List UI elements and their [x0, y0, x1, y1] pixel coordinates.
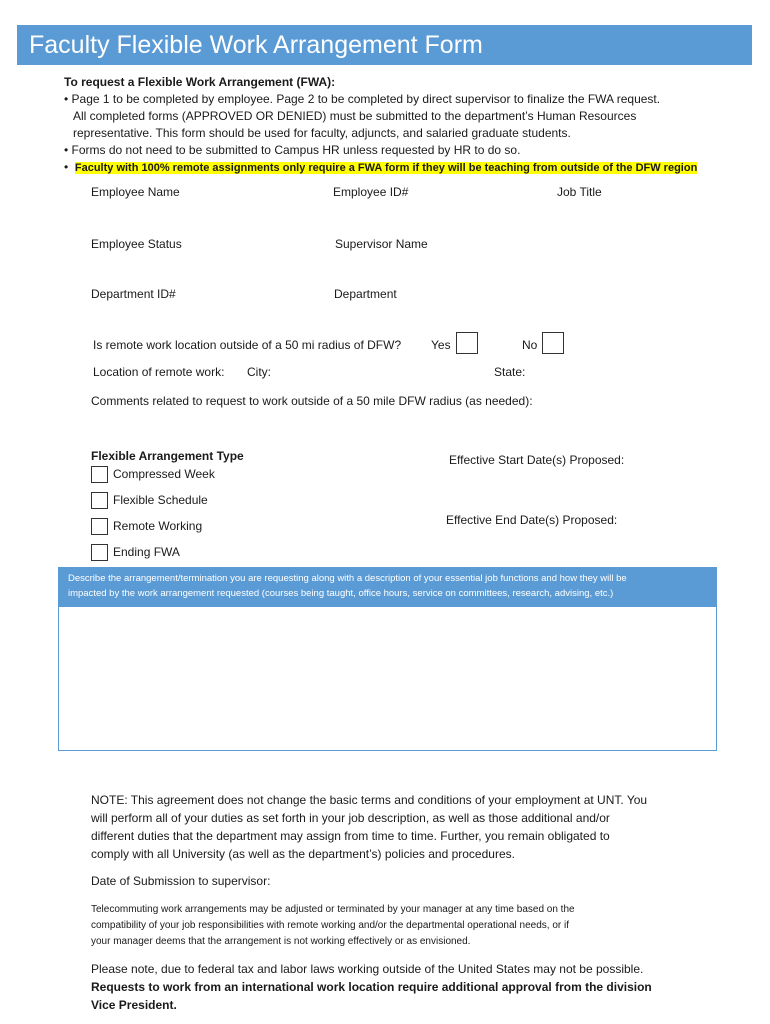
flexible-schedule-checkbox[interactable]	[91, 492, 108, 509]
federal-notice	[91, 960, 652, 1014]
city-label: City:	[247, 365, 271, 379]
describe-line-2: impacted by the work arrangement requested (courses being taught, office hours, service on committees, research, advising, etc.)	[68, 588, 614, 599]
note-line-3: different duties that the department may assign from time to time. Further, you remain obligated to	[91, 829, 610, 843]
telecommuting-line-2: compatibility of your job responsibilities with remote working and/or the departmental operational needs, or if	[91, 920, 570, 931]
intro-bullet-1-line-3: representative. This form should be used for faculty, adjuncts, and salaried graduate students.	[73, 126, 571, 140]
form-title: Faculty Flexible Work Arrangement Form	[17, 25, 752, 65]
telecommuting-notice	[91, 902, 575, 950]
remote-question: Is remote work location outside of a 50 mi radius of DFW?	[93, 338, 402, 352]
employee-id-label: Employee ID#	[333, 185, 409, 199]
intro-bullet-1-line-1: • Page 1 to be completed by employee. Page 2 to be completed by direct supervisor to finalize the FWA request.	[64, 92, 661, 106]
federal-line-3: Vice President.	[91, 998, 177, 1012]
remote-location-label: Location of remote work:	[93, 365, 225, 379]
remote-working-label: Remote Working	[113, 519, 203, 533]
intro-bullet-2: • Forms do not need to be submitted to Campus HR unless requested by HR to do so.	[64, 143, 521, 157]
note-line-1: NOTE: This agreement does not change the basic terms and conditions of your employment at UNT. You	[91, 793, 648, 807]
employee-name-label: Employee Name	[91, 185, 180, 199]
department-label: Department	[334, 287, 397, 301]
yes-checkbox[interactable]	[456, 332, 478, 354]
federal-line-2: Requests to work from an international work location require additional approval from the division	[91, 980, 652, 994]
telecommuting-line-1: Telecommuting work arrangements may be adjusted or terminated by your manager at any time based on the	[91, 904, 575, 915]
remote-comments-label: Comments related to request to work outside of a 50 mile DFW radius (as needed):	[91, 394, 533, 408]
intro-heading: To request a Flexible Work Arrangement (FWA):	[64, 75, 336, 89]
yes-label: Yes	[431, 338, 451, 352]
department-id-label: Department ID#	[91, 287, 176, 301]
describe-line-1: Describe the arrangement/termination you are requesting along with a description of your essential job functions and how they will be	[68, 573, 627, 584]
no-checkbox[interactable]	[542, 332, 564, 354]
note-line-4: comply with all University (as well as the department’s) policies and procedures.	[91, 847, 515, 861]
note-paragraph	[91, 791, 647, 863]
job-title-label: Job Title	[557, 185, 602, 199]
state-label: State:	[494, 365, 526, 379]
bullet-dot: •	[64, 160, 69, 174]
ending-fwa-label: Ending FWA	[113, 545, 180, 559]
intro-bullet-3	[64, 159, 697, 177]
compressed-week-label: Compressed Week	[113, 467, 215, 481]
start-date-label: Effective Start Date(s) Proposed:	[449, 453, 625, 467]
telecommuting-line-3: your manager deems that the arrangement is not working effectively or as envisioned.	[91, 936, 471, 947]
describe-instructions	[58, 567, 717, 606]
arrangement-type-heading: Flexible Arrangement Type	[91, 449, 244, 463]
intro-section	[64, 74, 697, 177]
describe-textarea[interactable]	[58, 606, 717, 751]
note-line-2: will perform all of your duties as set forth in your job description, as well as those additional and/or	[91, 811, 610, 825]
date-submission-label: Date of Submission to supervisor:	[91, 874, 271, 888]
remote-working-checkbox[interactable]	[91, 518, 108, 535]
ending-fwa-checkbox[interactable]	[91, 544, 108, 561]
intro-bullet-1-line-2: All completed forms (APPROVED OR DENIED) must be submitted to the department’s Human Resources	[73, 109, 637, 123]
supervisor-name-label: Supervisor Name	[335, 237, 428, 251]
employee-status-label: Employee Status	[91, 237, 182, 251]
federal-line-1: Please note, due to federal tax and labor laws working outside of the United States may not be possible.	[91, 962, 644, 976]
highlighted-notice: Faculty with 100% remote assignments only require a FWA form if they will be teaching from outside of the DFW region	[74, 162, 698, 174]
flexible-schedule-label: Flexible Schedule	[113, 493, 208, 507]
end-date-label: Effective End Date(s) Proposed:	[446, 513, 618, 527]
no-label: No	[522, 338, 538, 352]
compressed-week-checkbox[interactable]	[91, 466, 108, 483]
